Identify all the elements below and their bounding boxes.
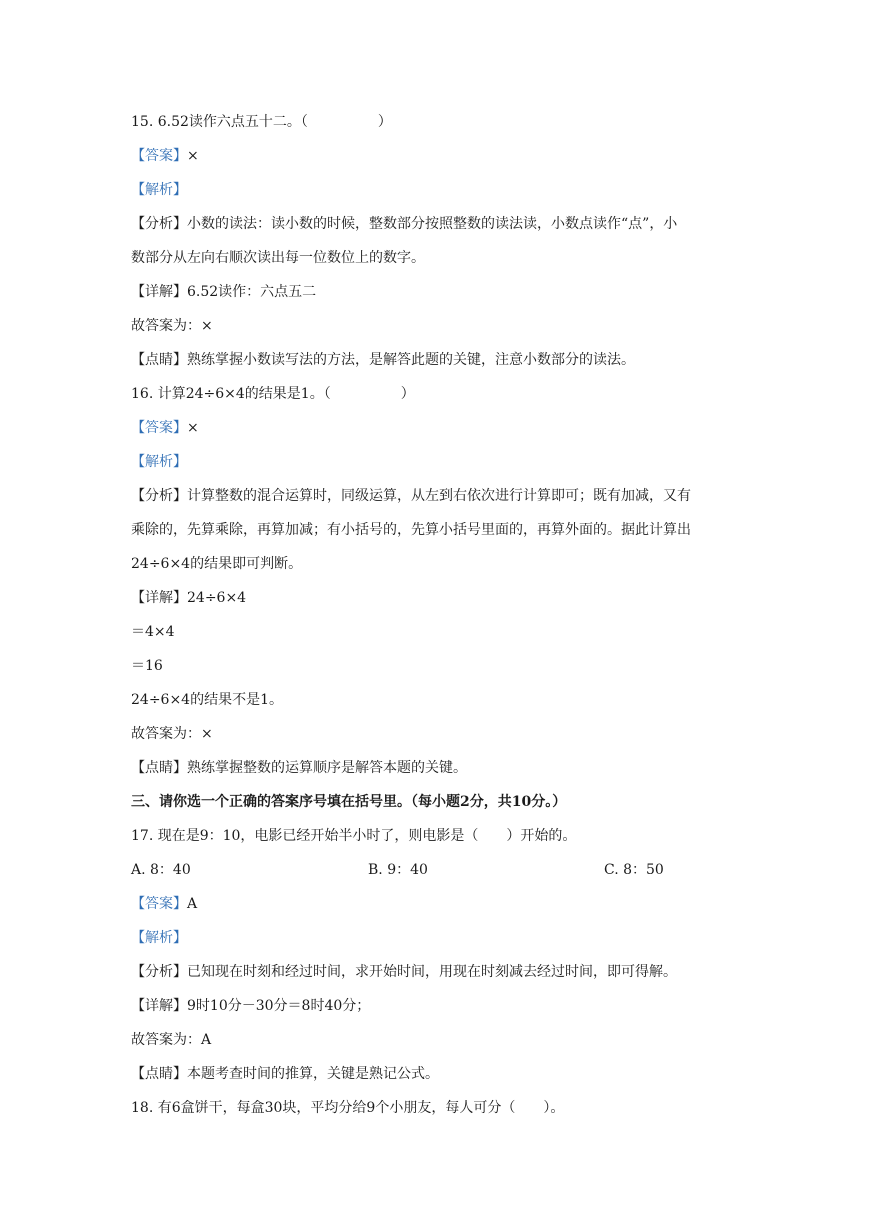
q16-fenxi-line2: 乘除的，先算乘除，再算加减；有小括号的，先算小括号里面的，再算外面的。据此计算出: [131, 522, 691, 538]
fenxi-label: 【分析】: [131, 964, 187, 980]
q17-answer: [131, 894, 197, 914]
section3-heading: 三、请你选一个正确的答案序号填在括号里。（每小题2分，共10分。）: [131, 794, 567, 810]
dianjing-label: 【点睛】: [131, 760, 187, 776]
fenxi-label: 【分析】: [131, 216, 187, 232]
q16-conclusion: 故答案为：×: [131, 726, 213, 742]
q17-option-a: A. 8：40: [131, 862, 191, 878]
answer-value: A: [187, 896, 198, 912]
q16-answer: [131, 418, 199, 438]
q16-step2: ＝16: [131, 658, 163, 674]
xiangjie-text: 6.52读作：六点五二: [187, 284, 317, 300]
answer-value: ×: [187, 420, 199, 436]
q17-stem: 17. 现在是9：10，电影已经开始半小时了，则电影是（ ）开始的。: [131, 828, 577, 844]
q17-conclusion: 故答案为：A: [131, 1032, 212, 1048]
answer-label: 【答案】: [131, 148, 187, 164]
xiangjie-label: 【详解】: [131, 284, 187, 300]
q17-xiangjie: [131, 996, 370, 1016]
q16-xiangjie: [131, 588, 246, 608]
q15-conclusion: 故答案为：×: [131, 318, 213, 334]
q16-fenxi-line3: 24÷6×4的结果即可判断。: [131, 556, 303, 572]
q17-analysis-label: 【解析】: [131, 930, 187, 946]
fenxi-text: 小数的读法：读小数的时候，整数部分按照整数的读法读，小数点读作“点”，小: [187, 216, 678, 232]
fenxi-text: 计算整数的混合运算时，同级运算，从左到右依次进行计算即可；既有加减，又有: [187, 488, 691, 504]
q17-fenxi: [131, 962, 677, 982]
q18-stem: 18. 有6盒饼干，每盒30块，平均分给9个小朋友，每人可分（ ）。: [131, 1100, 565, 1116]
q16-fenxi: [131, 486, 691, 506]
xiangjie-label: 【详解】: [131, 590, 187, 606]
q15-answer: [131, 146, 199, 166]
q17-option-c: C. 8：50: [604, 862, 664, 878]
answer-label: 【答案】: [131, 896, 187, 912]
q15-fenxi-line2: 数部分从左向右顺次读出每一位数位上的数字。: [131, 250, 425, 266]
dianjing-label: 【点睛】: [131, 352, 187, 368]
q15-fenxi: [131, 214, 677, 234]
q15-dianjing: [131, 350, 635, 370]
q16-step1: ＝4×4: [131, 624, 175, 640]
xiangjie-text: 24÷6×4: [187, 590, 247, 606]
q16-dianjing: [131, 758, 467, 778]
fenxi-label: 【分析】: [131, 488, 187, 504]
q17-dianjing: [131, 1064, 439, 1084]
q16-result: 24÷6×4的结果不是1。: [131, 692, 283, 708]
q15-analysis-label: 【解析】: [131, 182, 187, 198]
q15-xiangjie: [131, 282, 316, 302]
xiangjie-text: 9时10分－30分＝8时40分；: [187, 998, 371, 1014]
xiangjie-label: 【详解】: [131, 998, 187, 1014]
q16-analysis-label: 【解析】: [131, 454, 187, 470]
answer-label: 【答案】: [131, 420, 187, 436]
q15-stem: 15. 6.52读作六点五十二。（ ）: [131, 114, 392, 130]
dianjing-label: 【点睛】: [131, 1066, 187, 1082]
q17-option-b: B. 9：40: [368, 862, 428, 878]
dianjing-text: 熟练掌握小数读写法的方法，是解答此题的关键，注意小数部分的读法。: [187, 352, 635, 368]
dianjing-text: 本题考查时间的推算，关键是熟记公式。: [187, 1066, 439, 1082]
q16-stem: 16. 计算24÷6×4的结果是1。（ ）: [131, 386, 415, 402]
answer-value: ×: [187, 148, 199, 164]
dianjing-text: 熟练掌握整数的运算顺序是解答本题的关键。: [187, 760, 467, 776]
fenxi-text: 已知现在时刻和经过时间，求开始时间，用现在时刻减去经过时间，即可得解。: [187, 964, 677, 980]
